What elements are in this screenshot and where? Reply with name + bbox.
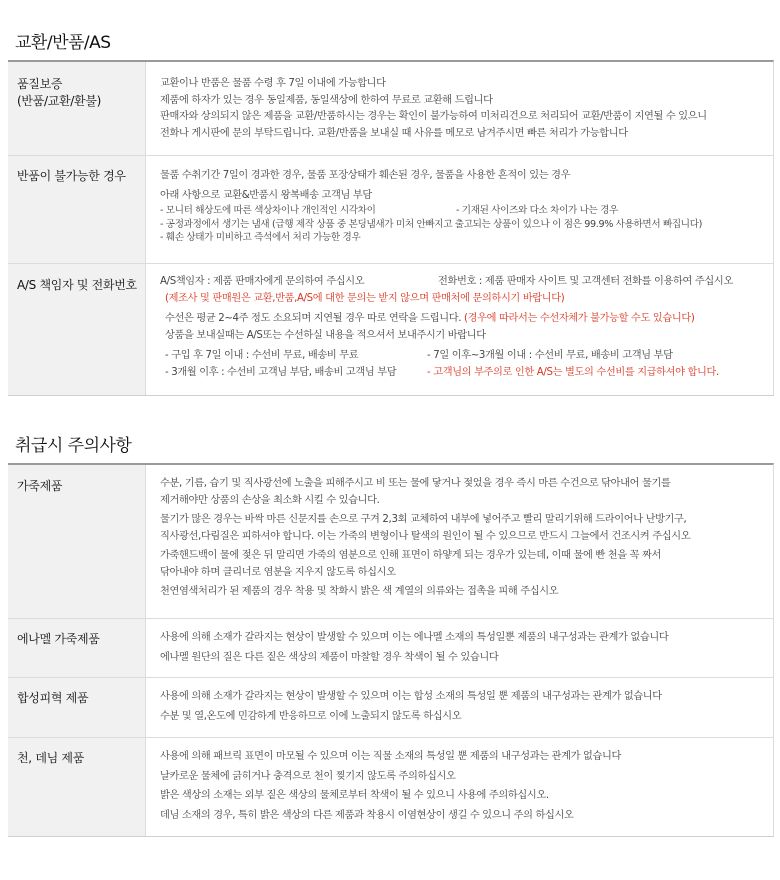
as-phone: 전화번호 : 제품 판매자 사이트 및 고객센터 전화를 이용하여 주십시오	[438, 276, 733, 287]
care-content-fabric	[146, 738, 773, 836]
quality-line: 제품에 하자가 있는 경우 동일제품, 동일색상에 한하여 무료로 교환해 드립니다	[160, 94, 493, 106]
noreturn-item-3: - 훼손 상태가 미비하고 즉석에서 처리 가능한 경우	[160, 232, 361, 243]
care-label-enamel: 에나멜 가죽제품	[8, 619, 146, 677]
noreturn-item-2: - 공정과정에서 생기는 냄새 (급행 제작 상품 중 본딩냄새가 미처 안빠지고 출고되는 상품이 있으나 이 점은 99.9% 사용하면서 빠집니다)	[160, 218, 703, 230]
quality-row	[8, 62, 773, 155]
quality-content	[146, 62, 773, 155]
quality-line: 판매자와 상의되지 않은 제품을 교환/반품하시는 경우는 확인이 불가능하여 미처리건으로 처리되어 교환/반품이 지연될 수 있으니	[160, 111, 707, 122]
as-content	[146, 264, 773, 395]
care-row-fabric	[8, 737, 773, 836]
noreturn-label: 반품이 불가능한 경우	[8, 156, 146, 263]
care-label-leather: 가죽제품	[8, 465, 146, 618]
as-cost-1	[160, 348, 767, 365]
care-row-synthetic	[8, 677, 773, 737]
care-line: 사용에 의해 패브릭 표면이 마모될 수 있으며 이는 직물 소재의 특성일 뿐 제품의 내구성과는 관계가 없습니다	[160, 751, 621, 762]
exchange-table	[8, 60, 774, 396]
care-content-enamel	[146, 619, 773, 677]
as-row	[8, 263, 773, 395]
care-line: 물기가 많은 경우는 바싹 마른 신문지를 손으로 구겨 2,3회 교체하여 내부에 넣어주고 빨리 말리기위해 드라이어나 난방기구,	[160, 514, 687, 525]
noreturn-item-1a: - 모니터 해상도에 따른 색상차이나 개인적인 시각차이	[160, 205, 376, 216]
care-line: 에나멜 원단의 질은 다른 짙은 색상의 제품이 마찰할 경우 착색이 될 수 있습니다	[160, 651, 499, 663]
care-line: 데님 소재의 경우, 특히 밝은 색상의 다른 제품과 착용시 이염현상이 생길 수 있으니 주의 하십시오	[160, 809, 574, 821]
care-label-fabric: 천, 데님 제품	[8, 738, 146, 836]
exchange-section-title: 교환/반품/AS	[15, 33, 111, 53]
as-cost-2	[160, 365, 767, 382]
care-line: 제거해야만 상품의 손상을 최소화 시킬 수 있습니다.	[160, 494, 380, 506]
care-table	[8, 463, 774, 837]
care-line: 사용에 의해 소재가 갈라지는 현상이 발생할 수 있으며 이는 에나멜 소재의 특성일뿐 제품의 내구성과는 관계가 없습니다	[160, 632, 669, 643]
noreturn-item-1b: - 기재된 사이즈와 다소 차이가 나는 경우	[456, 205, 618, 216]
care-row-leather	[8, 465, 773, 618]
as-manager-line	[160, 274, 767, 291]
care-line: 가죽핸드백이 물에 젖은 뒤 말리면 가죽의 염분으로 인해 표면이 하얗게 되는 경우가 있는데, 이때 물에 빤 천을 꼭 짜서	[160, 550, 661, 561]
quality-label: 품질보증 (반품/교환/환불)	[8, 62, 146, 155]
care-section-title: 취급시 주의사항	[15, 436, 132, 456]
noreturn-sub: 아래 사항으로 교환&반품시 왕복배송 고객님 부담	[160, 189, 372, 201]
care-line: 수분, 기름, 습기 및 직사광선에 노출을 피해주시고 비 또는 물에 닿거나 젖었을 경우 즉시 마른 수건으로 닦아내어 물기를	[160, 478, 671, 489]
care-content-leather	[146, 465, 773, 618]
quality-line: 교환이나 반품은 물품 수령 후 7일 이내에 가능합니다	[160, 78, 386, 89]
as-cost-2b: - 고객님의 부주의로 인한 A/S는 별도의 수선비를 지급하셔야 합니다.	[427, 366, 719, 378]
quality-line: 전화나 게시판에 문의 부탁드립니다. 교환/반품을 보내실 때 사유를 메모로 남겨주시면 빠른 처리가 가능합니다	[160, 127, 628, 139]
care-line: 닦아내야 하며 클리너로 염분을 지우지 않도록 하십시오	[160, 566, 396, 578]
care-label-synthetic: 합성피혁 제품	[8, 678, 146, 737]
noreturn-row	[8, 155, 773, 263]
care-content-synthetic	[146, 678, 773, 737]
care-line: 밝은 색상의 소재는 외부 짙은 색상의 물체로부터 착색이 될 수 있으니 사용에 주의하십시오.	[160, 790, 549, 801]
as-manager: A/S책임자 : 제품 판매자에게 문의하여 주십시오	[160, 276, 365, 287]
as-repair: 수선은 평균 2~4주 정도 소요되며 지연될 경우 따로 연락을 드립니다.	[165, 313, 462, 324]
as-label: A/S 책임자 및 전화번호	[8, 264, 146, 395]
care-line: 사용에 의해 소재가 갈라지는 현상이 발생할 수 있으며 이는 합성 소재의 특성일 뿐 제품의 내구성과는 관계가 없습니다	[160, 691, 662, 702]
as-cost-1b: - 7일 이후~3개월 이내 : 수선비 무료, 배송비 고객님 부담	[427, 350, 673, 361]
as-warning: (제조사 및 판매원은 교환,반품,A/S에 대한 문의는 받지 않으며 판매처에 문의하시기 바랍니다)	[165, 292, 565, 304]
care-line: 직사광선,다림질은 피하셔야 합니다. 이는 가죽의 변형이나 탈색의 원인이 될 수 있으므로 반드시 그늘에서 건조시켜 주십시오	[160, 530, 691, 542]
noreturn-content	[146, 156, 773, 263]
noreturn-item-1	[160, 204, 767, 218]
noreturn-main: 물품 수취기간 7일이 경과한 경우, 물품 포장상태가 훼손된 경우, 물품을 사용한 흔적이 있는 경우	[160, 170, 571, 181]
care-line: 수분 및 열,온도에 민감하게 반응하므로 이에 노출되지 않도록 하십시오	[160, 710, 462, 722]
care-row-enamel	[8, 618, 773, 677]
as-repair-line	[160, 311, 767, 328]
as-repair-red: (경우에 따라서는 수선자체가 불가능할 수도 있습니다)	[464, 313, 695, 324]
care-line: 날카로운 물체에 긁히거나 충격으로 천이 찢기지 않도록 주의하십시오	[160, 770, 456, 782]
as-send: 상품을 보내실때는 A/S또는 수선하실 내용을 적으셔서 보내주시기 바랍니다	[165, 329, 486, 341]
care-line: 천연염색처리가 된 제품의 경우 착용 및 착화시 밝은 색 계열의 의류와는 접촉을 피해 주십시오	[160, 586, 559, 597]
as-cost-2a: - 3개월 이후 : 수선비 고객님 부담, 배송비 고객님 부담	[165, 366, 397, 378]
as-cost-1a: - 구입 후 7일 이내 : 수선비 무료, 배송비 무료	[165, 350, 359, 361]
